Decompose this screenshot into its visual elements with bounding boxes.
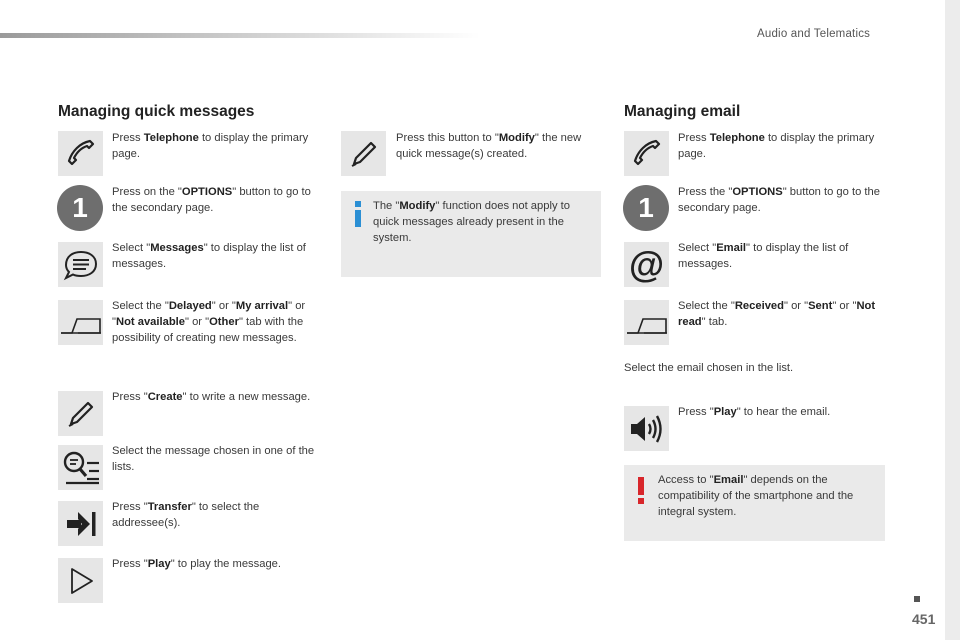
section-label: Audio and Telematics (757, 28, 871, 40)
play-icon (58, 558, 103, 603)
page-edge-strip (945, 0, 960, 640)
email-step-1-badge: 1 (623, 185, 669, 231)
pencil-icon (58, 391, 103, 436)
em-step-1-text: Press Telephone to display the primary page. (678, 132, 875, 160)
em-step-4-text: Select the "Received" or "Sent" or "Not read" tab. (678, 300, 876, 328)
qm-step-8-text: Press "Play" to play the message. (112, 558, 282, 570)
header-gradient-bar (0, 33, 480, 38)
modify-pencil-icon (341, 131, 386, 176)
warning-note-text: Access to "Email" depends on the compatibility of the smartphone and the integral system. (658, 474, 854, 518)
qm-step-7-text: Press "Transfer" to select the addressee(s). (112, 501, 260, 529)
search-list-icon (58, 445, 103, 490)
quick-messages-title: Managing quick messages (58, 103, 255, 120)
email-title: Managing email (624, 103, 741, 120)
warning-note-box (624, 465, 885, 541)
transfer-arrow-icon (58, 501, 103, 546)
step-1-badge: 1 (57, 185, 103, 231)
at-sign-icon: @ (624, 242, 669, 287)
info-icon (351, 199, 365, 229)
modify-text: Press this button to "Modify" the new quick message(s) created. (396, 132, 582, 160)
em-step-5-text: Press "Play" to hear the email. (678, 406, 831, 418)
info-note-box (341, 191, 601, 277)
tab-icon (58, 300, 103, 345)
email-tab-icon (624, 300, 669, 345)
em-step-3-text: Select "Email" to display the list of messages. (678, 242, 849, 270)
warning-icon (636, 475, 646, 505)
select-email-text: Select the email chosen in the list. (624, 362, 794, 374)
page-marker (914, 596, 920, 602)
qm-step-4-text: Select the "Delayed" or "My arrival" or "Not available" or "Other" tab with the possibility of creating new messages. (112, 300, 306, 344)
page-number: 451 (912, 611, 936, 627)
email-phone-icon (624, 131, 669, 176)
info-note-text: The "Modify" function does not apply to quick messages already present in the system. (373, 200, 570, 244)
qm-step-3-text: Select "Messages" to display the list of messages. (112, 242, 306, 270)
messages-icon (58, 242, 103, 287)
qm-step-5-text: Press "Create" to write a new message. (112, 391, 311, 403)
speaker-icon (624, 406, 669, 451)
qm-step-2-text: Press on the "OPTIONS" button to go to the secondary page. (112, 186, 311, 214)
qm-step-6-text: Select the message chosen in one of the lists. (112, 445, 315, 473)
em-step-2-text: Press the "OPTIONS" button to go to the secondary page. (678, 186, 880, 214)
phone-icon (58, 131, 103, 176)
qm-step-1-text: Press Telephone to display the primary page. (112, 132, 309, 160)
